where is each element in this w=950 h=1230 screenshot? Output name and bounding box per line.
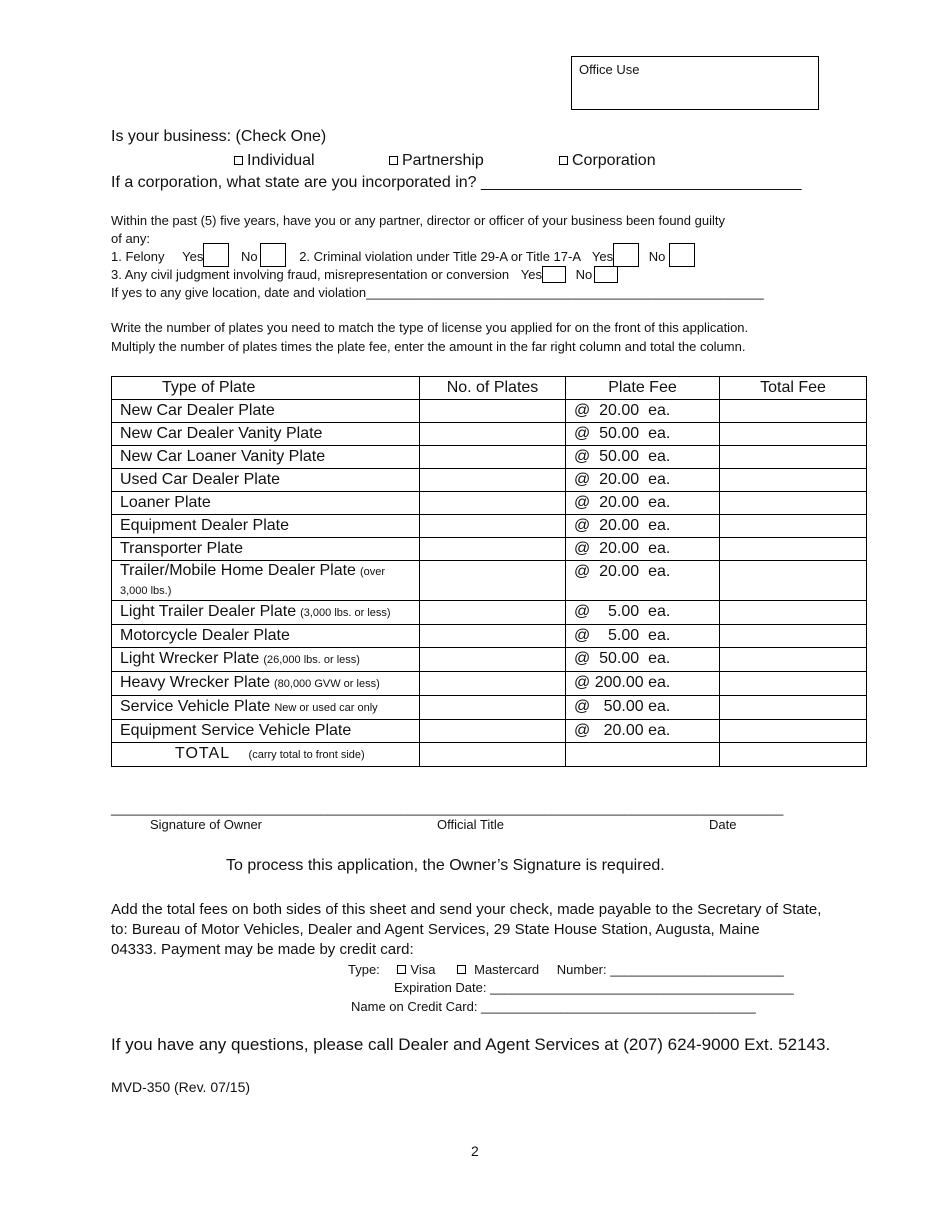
form-id: MVD-350 (Rev. 07/15)	[111, 1079, 251, 1095]
felony-yes-label: Yes	[182, 249, 204, 264]
guilty-intro-line1: Within the past (5) five years, have you or any partner, director or officer of your business been found guilty	[111, 213, 725, 228]
criminal-yes-box[interactable]	[613, 243, 639, 267]
no-of-plates-cell[interactable]	[420, 696, 566, 720]
plate-type-label: Equipment Service Vehicle Plate	[120, 722, 352, 739]
total-fee-cell[interactable]	[720, 446, 867, 469]
instructions-line1: Write the number of plates you need to match the type of license you applied for on the front of this application.	[111, 320, 749, 335]
table-row	[112, 492, 867, 515]
total-fee-cell[interactable]	[720, 720, 867, 743]
plate-type-cell	[112, 492, 420, 515]
mastercard-label: Mastercard	[474, 962, 540, 977]
corporation-state-question: If a corporation, what state are you incorporated in? ____________________________________	[111, 174, 802, 191]
criminal-violation-label: 2. Criminal violation under Title 29-A or Title 17-A	[299, 249, 581, 264]
plate-fee-cell: @ 20.00 ea.	[566, 720, 720, 743]
table-row	[112, 469, 867, 492]
office-use-box	[571, 56, 819, 110]
total-row	[112, 743, 867, 767]
plate-fee-cell: @ 5.00 ea.	[566, 601, 720, 625]
total-fee-cell[interactable]	[720, 601, 867, 625]
page-number: 2	[471, 1143, 479, 1159]
if-yes-location-line[interactable]: If yes to any give location, date and violation_______________________________________________________	[111, 285, 764, 300]
total-label-cell	[112, 743, 420, 767]
option-corporation[interactable]	[559, 152, 656, 170]
corporation-label: Corporation	[572, 152, 656, 169]
plate-type-label: Light Trailer Dealer Plate	[120, 603, 297, 620]
plate-fee-cell: @ 50.00 ea.	[566, 446, 720, 469]
plate-fee-cell: @ 20.00 ea.	[566, 469, 720, 492]
signature-owner-label: Signature of Owner	[150, 817, 263, 832]
questions-contact: If you have any questions, please call Dealer and Agent Services at (207) 624-9000 Ext. 52143.	[111, 1035, 831, 1054]
plate-type-cell	[112, 538, 420, 561]
plate-fee-cell: @ 20.00 ea.	[566, 492, 720, 515]
felony-label: 1. Felony	[111, 249, 165, 264]
table-row	[112, 561, 867, 601]
header-no-of-plates: No. of Plates	[420, 377, 566, 400]
no-of-plates-cell[interactable]	[420, 492, 566, 515]
criminal-no-label: No	[648, 249, 666, 264]
no-of-plates-cell[interactable]	[420, 672, 566, 696]
total-fee-cell[interactable]	[720, 625, 867, 648]
plate-fee-table	[111, 376, 867, 767]
table-row	[112, 446, 867, 469]
no-of-plates-cell[interactable]	[420, 601, 566, 625]
payment-line3: 04333. Payment may be made by credit card:	[111, 941, 414, 958]
no-of-plates-cell[interactable]	[420, 515, 566, 538]
plate-type-label: New Car Loaner Vanity Plate	[120, 448, 326, 465]
plate-fee-cell: @ 50.00 ea.	[566, 648, 720, 672]
total-fee-blank-cell	[566, 743, 720, 767]
no-of-plates-cell[interactable]	[420, 561, 566, 601]
grand-total-cell[interactable]	[720, 743, 867, 767]
partnership-checkbox[interactable]	[389, 156, 398, 165]
name-on-card-field[interactable]: Name on Credit Card: ______________________________________	[351, 999, 756, 1014]
option-individual[interactable]	[234, 152, 315, 170]
mastercard-checkbox[interactable]	[457, 965, 466, 974]
total-fee-cell[interactable]	[720, 469, 867, 492]
plate-type-label: Heavy Wrecker Plate	[120, 674, 270, 691]
header-plate-fee: Plate Fee	[566, 377, 720, 400]
payment-line1: Add the total fees on both sides of this sheet and send your check, made payable to the Secretary of State,	[111, 901, 822, 918]
total-label: TOTAL	[175, 745, 231, 762]
payment-line2: to: Bureau of Motor Vehicles, Dealer and Agent Services, 29 State House Station, Augusta, Maine	[111, 921, 760, 938]
expiration-date-field[interactable]: Expiration Date: __________________________________________	[394, 980, 794, 995]
plate-fee-cell: @ 5.00 ea.	[566, 625, 720, 648]
no-of-plates-cell[interactable]	[420, 648, 566, 672]
plate-fee-cell: @ 20.00 ea.	[566, 561, 720, 601]
total-fee-cell[interactable]	[720, 696, 867, 720]
no-of-plates-cell[interactable]	[420, 538, 566, 561]
civil-judgment-row	[111, 266, 618, 283]
plate-type-note: (80,000 GVW or less)	[273, 678, 380, 690]
card-type-row	[348, 962, 784, 977]
plate-type-cell	[112, 561, 420, 601]
plate-fee-cell: @ 20.00 ea.	[566, 515, 720, 538]
total-fee-cell[interactable]	[720, 515, 867, 538]
plate-type-note: New or used car only	[274, 702, 378, 714]
table-row	[112, 696, 867, 720]
signature-required-note: To process this application, the Owner’s Signature is required.	[226, 857, 665, 874]
plate-type-cell	[112, 423, 420, 446]
no-of-plates-cell[interactable]	[420, 446, 566, 469]
plate-fee-cell: @ 50.00 ea.	[566, 423, 720, 446]
plate-type-label: Loaner Plate	[120, 494, 211, 511]
no-of-plates-cell[interactable]	[420, 720, 566, 743]
plate-type-cell	[112, 469, 420, 492]
civil-judgment-label: 3. Any civil judgment involving fraud, misrepresentation or conversion	[111, 267, 510, 282]
plate-fee-cell: @ 20.00 ea.	[566, 400, 720, 423]
header-type-of-plate: Type of Plate	[112, 377, 420, 400]
table-row	[112, 515, 867, 538]
plate-type-label: Trailer/Mobile Home Dealer Plate	[120, 562, 356, 579]
individual-label: Individual	[247, 152, 315, 169]
visa-label: Visa	[410, 962, 436, 977]
total-note: (carry total to front side)	[248, 749, 365, 761]
signature-line[interactable]: _____________________________________________________________________________________________	[111, 801, 784, 816]
civil-no-box[interactable]	[594, 266, 618, 283]
date-label: Date	[709, 817, 737, 832]
plate-fee-cell: @ 50.00 ea.	[566, 696, 720, 720]
plate-fee-cell: @ 200.00 ea.	[566, 672, 720, 696]
total-fee-cell[interactable]	[720, 400, 867, 423]
instructions-line2: Multiply the number of plates times the plate fee, enter the amount in the far right column and total the column.	[111, 339, 746, 354]
plate-fee-cell: @ 20.00 ea.	[566, 538, 720, 561]
civil-no-label: No	[575, 267, 593, 282]
official-title-label: Official Title	[437, 817, 504, 832]
no-of-plates-cell[interactable]	[420, 423, 566, 446]
guilty-intro-line2: of any:	[111, 231, 151, 246]
plate-type-cell	[112, 672, 420, 696]
plate-type-label: Equipment Dealer Plate	[120, 517, 289, 534]
total-plates-cell[interactable]	[420, 743, 566, 767]
no-of-plates-cell[interactable]	[420, 625, 566, 648]
card-type-label: Type:	[348, 962, 380, 977]
table-row	[112, 538, 867, 561]
civil-yes-label: Yes	[520, 267, 542, 282]
table-header-row	[112, 377, 867, 400]
plate-type-note: (over 3,000 lbs.)	[120, 566, 385, 597]
plate-type-label: Light Wrecker Plate	[120, 650, 260, 667]
total-fee-cell[interactable]	[720, 423, 867, 446]
partnership-label: Partnership	[402, 152, 484, 169]
plate-type-label: Used Car Dealer Plate	[120, 471, 281, 488]
plate-type-label: Motorcycle Dealer Plate	[120, 627, 290, 644]
plate-type-note: (3,000 lbs. or less)	[300, 607, 391, 619]
header-total-fee: Total Fee	[720, 377, 867, 400]
civil-yes-box[interactable]	[542, 266, 566, 283]
table-row	[112, 648, 867, 672]
total-fee-cell[interactable]	[720, 648, 867, 672]
plate-type-label: Transporter Plate	[120, 540, 244, 557]
plate-type-cell	[112, 400, 420, 423]
plate-type-label: New Car Dealer Plate	[120, 402, 275, 419]
visa-checkbox[interactable]	[397, 965, 406, 974]
office-use-label: Office Use	[579, 62, 640, 77]
plate-type-label: New Car Dealer Vanity Plate	[120, 425, 323, 442]
table-row	[112, 601, 867, 625]
criminal-no-box[interactable]	[669, 243, 695, 267]
plate-type-cell	[112, 648, 420, 672]
plate-type-note: (26,000 lbs. or less)	[263, 654, 360, 666]
table-row	[112, 625, 867, 648]
felony-no-box[interactable]	[260, 243, 286, 267]
plate-type-cell	[112, 696, 420, 720]
no-of-plates-cell[interactable]	[420, 469, 566, 492]
plate-type-label: Service Vehicle Plate	[120, 698, 271, 715]
total-fee-cell[interactable]	[720, 492, 867, 515]
card-number-field[interactable]: Number: ________________________	[556, 962, 784, 977]
corporation-checkbox[interactable]	[559, 156, 568, 165]
plate-type-cell	[112, 625, 420, 648]
table-row	[112, 672, 867, 696]
table-row	[112, 423, 867, 446]
felony-yes-box[interactable]	[203, 243, 229, 267]
plate-type-cell	[112, 446, 420, 469]
business-question: Is your business: (Check One)	[111, 128, 327, 145]
total-fee-cell[interactable]	[720, 538, 867, 561]
criminal-yes-label: Yes	[591, 249, 614, 264]
total-fee-cell[interactable]	[720, 561, 867, 601]
no-of-plates-cell[interactable]	[420, 400, 566, 423]
felony-no-label: No	[240, 249, 258, 264]
option-partnership[interactable]	[389, 152, 484, 170]
felony-row	[111, 243, 695, 267]
plate-type-cell	[112, 515, 420, 538]
plate-type-cell	[112, 720, 420, 743]
table-row	[112, 400, 867, 423]
table-row	[112, 720, 867, 743]
plate-type-cell	[112, 601, 420, 625]
total-fee-cell[interactable]	[720, 672, 867, 696]
individual-checkbox[interactable]	[234, 156, 243, 165]
